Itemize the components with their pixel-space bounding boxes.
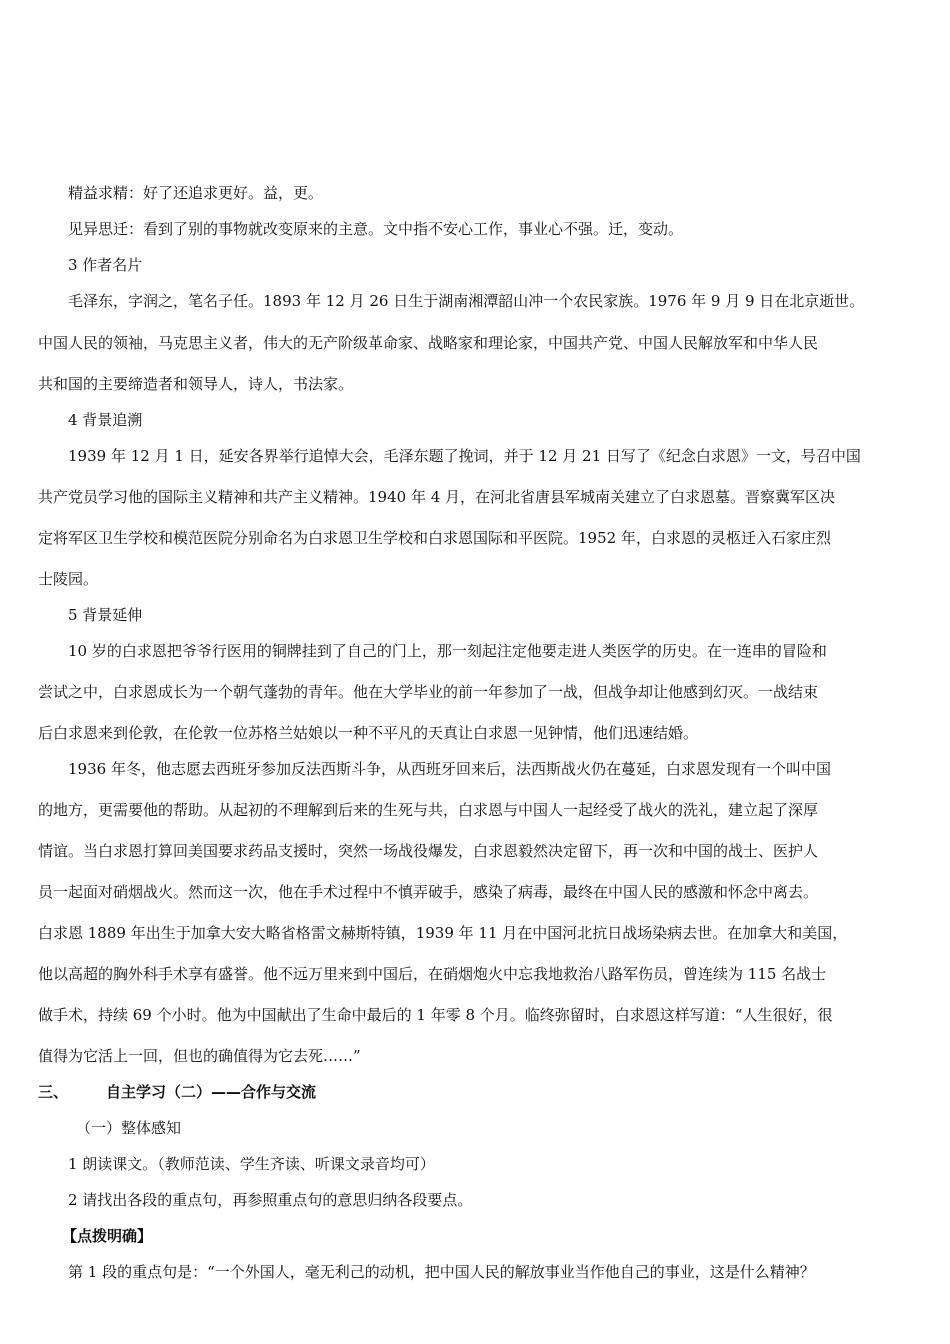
text-line: 白求恩 1889 年出生于加拿大安大略省格雷文赫斯特镇，1939 年 11 月在中国河北抗日战场染病去世。在加拿大和美国， [38,924,848,942]
hint-heading: 【点拨明确】 [62,1227,153,1245]
subheading: 5 背景延伸 [68,606,143,624]
text-line: 毛泽东，字润之，笔名子任。1893 年 12 月 26 日生于湖南湘潭韶山冲一个农民家族。1976 年 9 月 9 日在北京逝世。 [68,292,865,310]
section-heading [38,1082,914,1102]
text-line: 10 岁的白求恩把爷爷行医用的铜牌挂到了自己的门上，那一刻起注定他要走进人类医学的历史。在一连串的冒险和 [68,642,827,660]
text-line: 1 朗读课文。（教师范读、学生齐读、听课文录音均可） [68,1155,435,1173]
text-line: 的地方，更需要他的帮助。从起初的不理解到后来的生死与共，白求恩与中国人一起经受了战火的洗礼，建立起了深厚 [38,801,819,819]
section-title: 自主学习（二）——合作与交流 [106,1083,317,1101]
text-line: 第 1 段的重点句是：“一个外国人，毫无利己的动机，把中国人民的解放事业当作他自己的事业，这是什么精神？ [68,1263,815,1281]
text-line: 见异思迁：看到了别的事物就改变原来的主意。文中指不安心工作，事业心不强。迁，变动。 [68,220,684,238]
text-line: 1936 年冬，他志愿去西班牙参加反法西斯斗争，从西班牙回来后，法西斯战火仍在蔓延，白求恩发现有一个叫中国 [68,760,831,778]
text-line: 后白求恩来到伦敦，在伦敦一位苏格兰姑娘以一种不平凡的天真让白求恩一见钟情，他们迅速结婚。 [38,724,699,742]
text-line: 他以高超的胸外科手术享有盛誉。他不远万里来到中国后，在硝烟炮火中忘我地救治八路军伤员，曾连续为 115 名战士 [38,965,827,983]
text-line: 尝试之中，白求恩成长为一个朝气蓬勃的青年。他在大学毕业的前一年参加了一战，但战争却让他感到幻灭。一战结束 [38,683,819,701]
text-line: 共和国的主要缔造者和领导人，诗人，书法家。 [38,375,354,393]
text-line: 中国人民的领袖，马克思主义者，伟大的无产阶级革命家、战略家和理论家，中国共产党、中国人民解放军和中华人民 [38,334,819,352]
text-line: 精益求精：好了还追求更好。益，更。 [68,184,324,202]
text-line: 员一起面对硝烟战火。然而这一次，他在手术过程中不慎弄破手，感染了病毒，最终在中国人民的感激和怀念中离去。 [38,883,819,901]
text-line: 1939 年 12 月 1 日，延安各界举行追悼大会，毛泽东题了挽词，并于 12 月 21 日写了《纪念白求恩》一文，号召中国 [68,447,861,465]
text-line: 共产党员学习他的国际主义精神和共产主义精神。1940 年 4 月，在河北省唐县军城南关建立了白求恩墓。晋察冀军区决 [38,488,836,506]
text-line: 做手术，持续 69 个小时。他为中国献出了生命中最后的 1 年零 8 个月。临终弥留时，白求恩这样写道：“人生很好，很 [38,1006,833,1024]
text-line: 2 请找出各段的重点句，再参照重点句的意思归纳各段要点。 [68,1191,473,1209]
text-line: 士陵园。 [38,570,99,588]
text-line: 定将军区卫生学校和模范医院分别命名为白求恩卫生学校和白求恩国际和平医院。1952 年，白求恩的灵柩迁入石家庄烈 [38,529,831,547]
text-line: 情谊。当白求恩打算回美国要求药品支援时，突然一场战役爆发，白求恩毅然决定留下，再一次和中国的战士、医护人 [38,842,819,860]
section-number: 三、 [38,1083,69,1101]
subheading: （一）整体感知 [76,1119,182,1137]
subheading: 3 作者名片 [68,256,143,274]
text-line: 值得为它活上一回，但也的确值得为它去死……” [38,1047,361,1065]
subheading: 4 背景追溯 [68,411,143,429]
